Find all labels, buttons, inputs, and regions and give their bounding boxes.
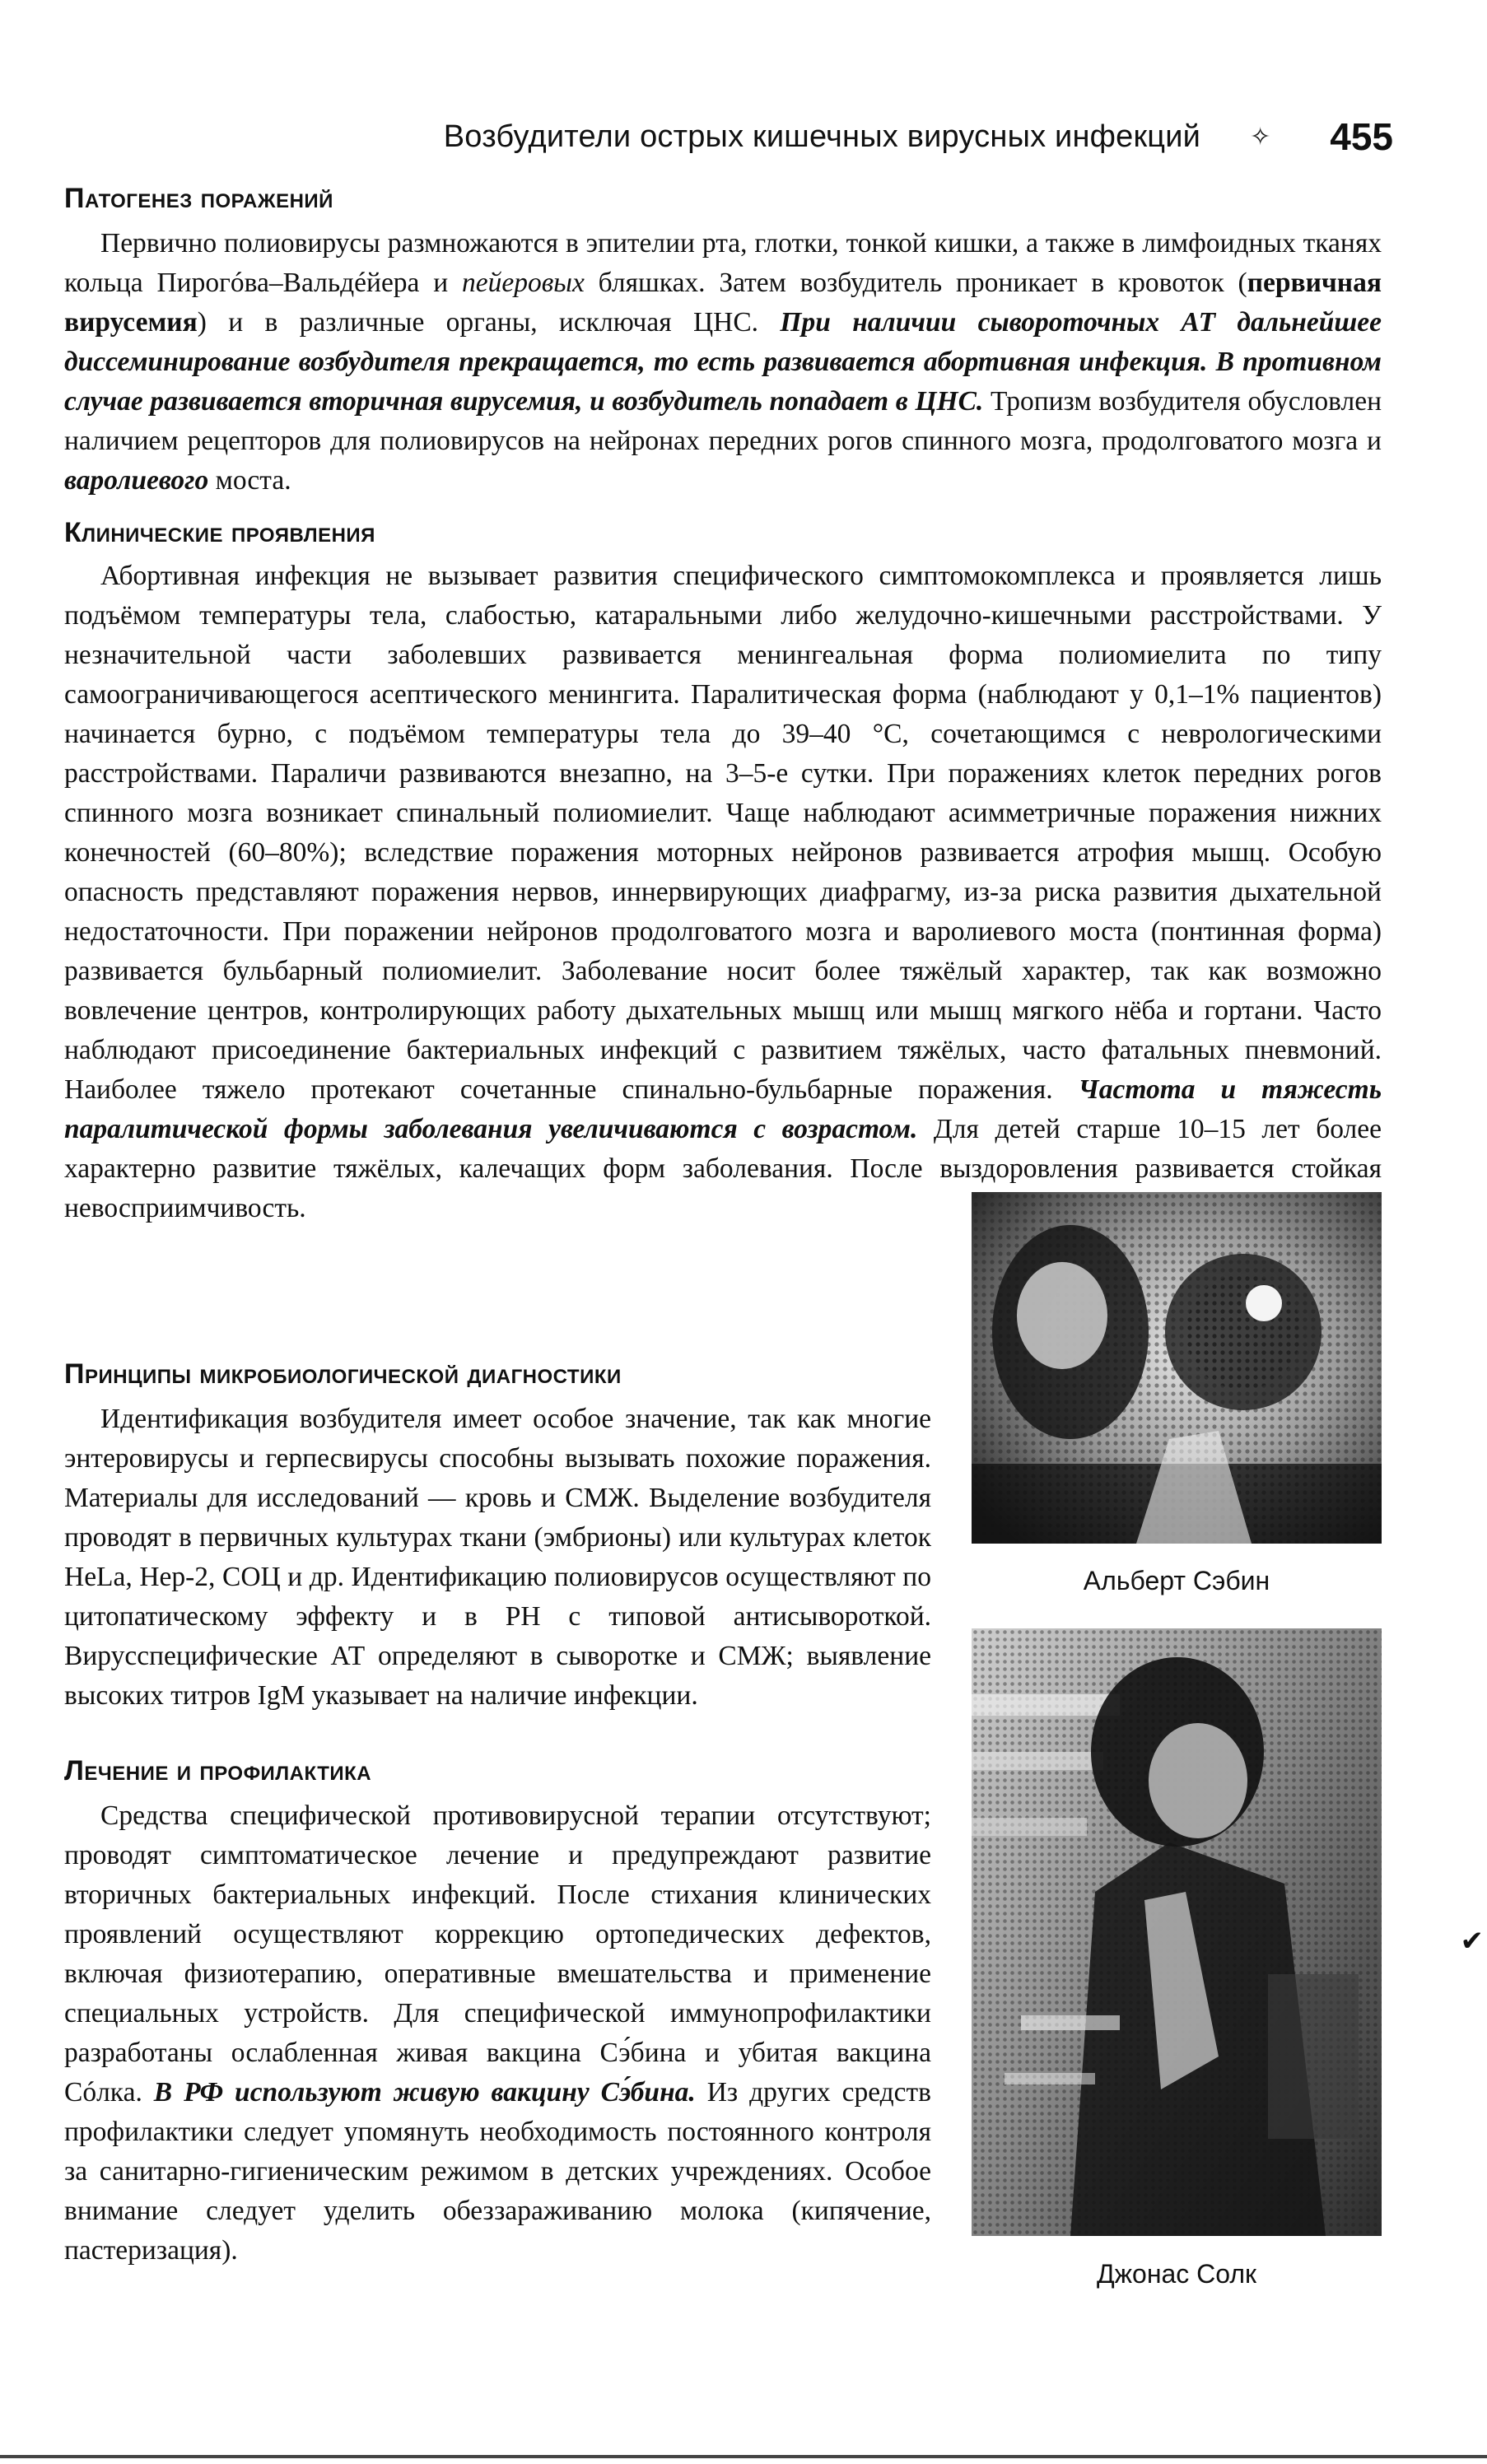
section-heading-treatment: Лечение и профилактика [64,1755,372,1786]
page-number: 455 [1330,115,1393,158]
caption-sabin: Альберт Сэбин [1083,1566,1270,1595]
paragraph-diagnostics: Идентификация возбудителя имеет особое значение, так как многие энтеровирусы и герпесвирусы способны вызывать похожие поражения. Материалы для исследований — кровь и СМЖ. Выделение возбудителя проводят в первичных культурах ткани (эмбрионы) или культурах клеток HeLa, Hep-2, СОЦ и др. Идентификацию полиовирусов осуществляют по цитопатическому эффекту и в РН с типовой антисывороткой. Вирусспецифические АТ определяют в сыворотке и СМЖ; выявление высоких титров IgM указывает на наличие инфекции. [64,1404,931,1711]
page-bottom-rule [0,2455,1487,2458]
section-heading-diagnostics: Принципы микробиологической диагностики [64,1358,622,1390]
section-heading-pathogenesis: Патогенез поражений [64,183,333,214]
diamond-icon: ✧ [1250,123,1271,151]
paragraph-treatment: Средства специфической противовирусной терапии отсутствуют; проводят симптоматическое лечение и предупреждают развитие вторичных бактериальных инфекций. После стихания клинических проявлений осуществляют коррекцию ортопедических дефектов, включая физиотерапию, оперативные вмешательства и применение специальных устройств. Для специфической иммунопрофилактики разработаны ослабленная живая вакцина Сэ́бина и убитая вакцина Сóлка. В РФ используют живую вакцину Сэ́бина. Из других средств профилактики следует упомянуть необходимость постоянного контроля за санитарно-гигиеническим режимом в детских учреждениях. Особое внимание следует уделить обеззараживанию молока (кипячение, пастеризация). [64,1800,931,2266]
running-head [379,114,1393,160]
check-mark-icon: ✔ [1460,1925,1484,1958]
portrait-photo-sabin [972,1192,1382,1544]
caption-salk: Джонас Солк [1096,2259,1257,2289]
paragraph-pathogenesis: Первично полиовирусы размножаются в эпителии рта, глотки, тонкой кишки, а также в лимфоидных тканях кольца Пирогóва–Вальдéйера и пейеровых бляшках. Затем возбудитель проникает в кровоток (первичная вирусемия) и в различные органы, исключая ЦНС. При наличии сывороточных АТ дальнейшее диссеминирование возбудителя прекращается, то есть развивается абортивная инфекция. В противном случае развивается вторичная вирусемия, и возбудитель попадает в ЦНС. Тропизм возбудителя обусловлен наличием рецепторов для полиовирусов на нейронах передних рогов спинного мозга, продолговатого мозга и варолиевого моста. [64,228,1382,496]
section-heading-clinical: Клинические проявления [64,517,375,548]
paragraph-clinical: Абортивная инфекция не вызывает развития специфического симптомокомплекса и проявляется лишь подъёмом температуры тела, слабостью, катаральными либо желудочно-кишечными расстройствами. У незначительной части заболевших развивается менингеальная форма полиомиелита по типу самоограничивающегося асептического менингита. Паралитическая форма (наблюдают у 0,1–1% пациентов) начинается бурно, с подъёмом температуры тела до 39–40 °С, сочетающимся с неврологическими расстройствами. Параличи развиваются внезапно, на 3–5-е сутки. При поражениях клеток передних рогов спинного мозга возникает спинальный полиомиелит. Чаще наблюдают асимметричные поражения нижних конечностей (60–80%); вследствие поражения моторных нейронов развивается атрофия мышц. Особую опасность представляют поражения нервов, иннервирующих диафрагму, из-за риска развития дыхательной недостаточности. При поражении нейронов продолговатого мозга и варолиевого моста (понтинная форма) развивается бульбарный полиомиелит. Заболевание носит более тяжёлый характер, так как возможно вовлечение центров, контролирующих работу дыхательных мышц или мышц мягкого нёба и гортани. Часто наблюдают присоединение бактериальных инфекций с развитием тяжёлых, часто фатальных пневмоний. Наиболее тяжело протекают сочетанные спинально-бульбарные поражения. Частота и тяжесть паралитической формы заболевания увеличиваются с возрастом. Для детей старше 10–15 лет более характерно развитие тяжёлых, калечащих форм заболевания. После выздоровления развивается стойкая невосприимчивость. [64,561,1382,1223]
running-head-title: Возбудители острых кишечных вирусных инфекций [443,119,1201,154]
portrait-photo-salk [972,1628,1382,2236]
